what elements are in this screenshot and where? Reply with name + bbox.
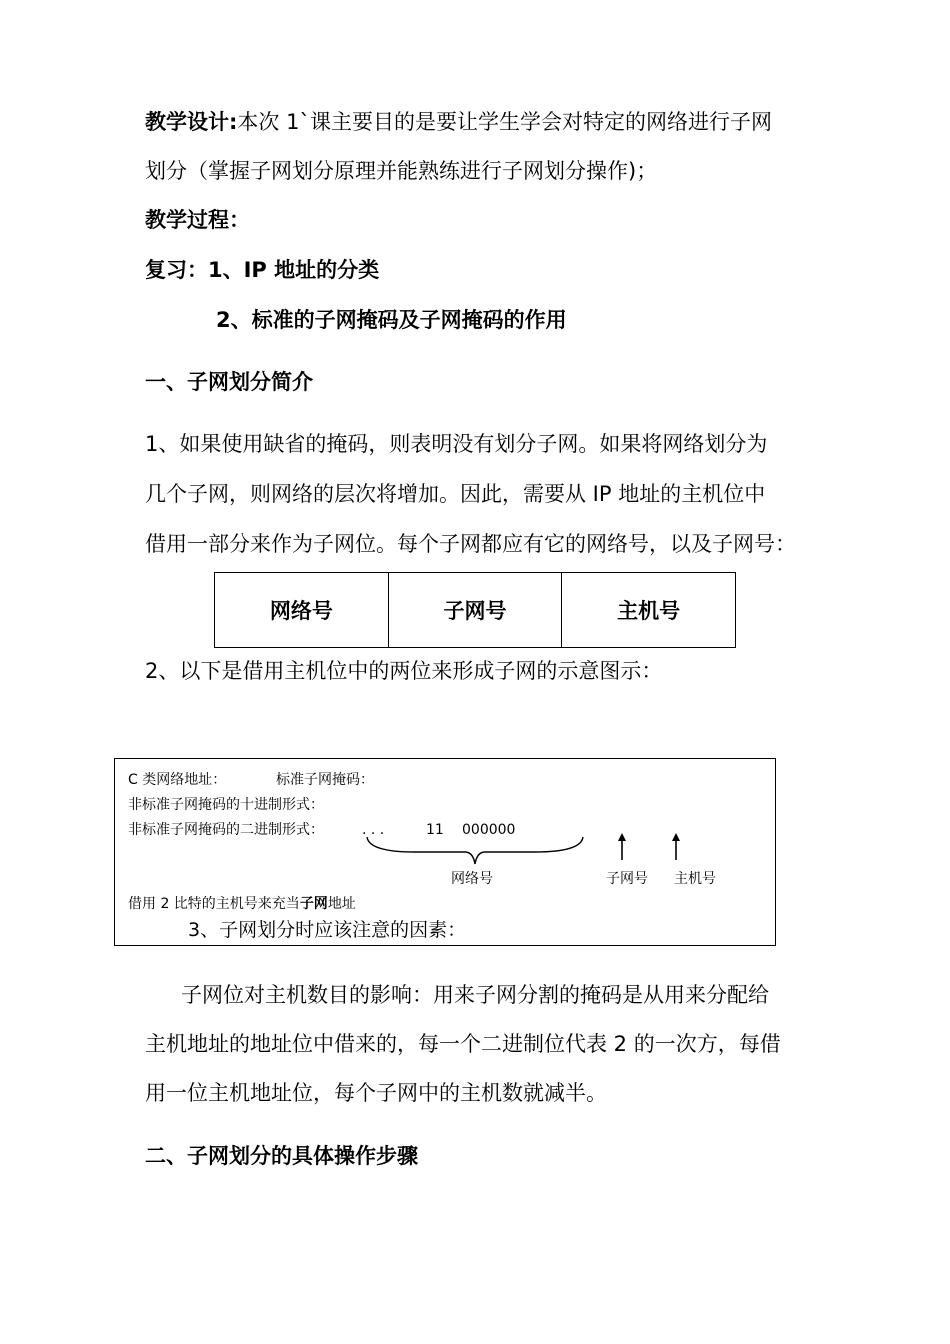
borrow-note-post: 地址	[327, 896, 356, 912]
section1-heading: 一、子网划分简介	[145, 370, 313, 394]
c-class-label: C 类网络地址：	[128, 772, 227, 788]
subnet-number-cell: 子网号	[389, 573, 563, 647]
bits-11: 11	[426, 822, 444, 838]
binary-dots: . . .	[362, 822, 385, 838]
design-line-2: 划分（掌握子网划分原理并能熟练进行子网划分操作)；	[145, 159, 658, 183]
impact-line-3: 用一位主机地址位，每个子网中的主机数就减半。	[145, 1081, 607, 1105]
factors-line: 3、子网划分时应该注意的因素：	[188, 919, 467, 941]
subnet-diagram	[114, 758, 776, 946]
host-arrow-icon	[672, 833, 680, 860]
section1-p1-line-1: 1、如果使用缺省的掩码，则表明没有划分子网。如果将网络划分为	[145, 432, 768, 456]
subnet-label: 子网号	[606, 871, 648, 887]
borrow-note-bold: 子网	[299, 896, 328, 912]
process-heading: 教学过程：	[145, 208, 250, 232]
section2-heading: 二、子网划分的具体操作步骤	[145, 1144, 418, 1168]
impact-line-2: 主机地址的地址位中借来的，每一个二进制位代表 2 的一次方，每借	[145, 1032, 781, 1056]
review-line-2: 2、标准的子网掩码及子网掩码的作用	[216, 308, 567, 332]
nonstd-binary-label: 非标准子网掩码的二进制形式：	[128, 822, 324, 838]
bits-000000: 000000	[462, 822, 516, 838]
section1-p1-line-2: 几个子网，则网络的层次将增加。因此，需要从 IP 地址的主机位中	[145, 482, 766, 506]
section1-p2: 2、以下是借用主机位中的两位来形成子网的示意图示：	[145, 659, 663, 683]
subnet-arrow-icon	[618, 833, 626, 860]
nonstd-decimal-label: 非标准子网掩码的十进制形式：	[128, 797, 324, 813]
section1-p1-line-3: 借用一部分来作为子网位。每个子网都应有它的网络号，以及子网号：	[145, 532, 796, 556]
address-structure-table	[214, 572, 736, 648]
net-label: 网络号	[451, 871, 493, 887]
std-mask-label: 标准子网掩码：	[276, 772, 374, 788]
design-label: 教学设计:	[145, 110, 238, 134]
borrow-note	[128, 897, 356, 911]
design-text-1: 本次 1`课主要目的是要让学生学会对特定的网络进行子网	[237, 110, 772, 134]
design-line-1	[145, 112, 772, 133]
diagram-graphics	[115, 759, 775, 945]
borrow-note-pre: 借用 2 比特的主机号来充当	[128, 896, 300, 912]
host-number-cell: 主机号	[617, 599, 681, 623]
network-brace-icon	[367, 837, 583, 864]
impact-line-1: 子网位对主机数目的影响：用来子网分割的掩码是从用来分配给	[181, 983, 769, 1007]
review-line-1: 复习：1、IP 地址的分类	[145, 258, 380, 282]
network-number-cell: 网络号	[215, 573, 389, 647]
host-label: 主机号	[674, 871, 716, 887]
